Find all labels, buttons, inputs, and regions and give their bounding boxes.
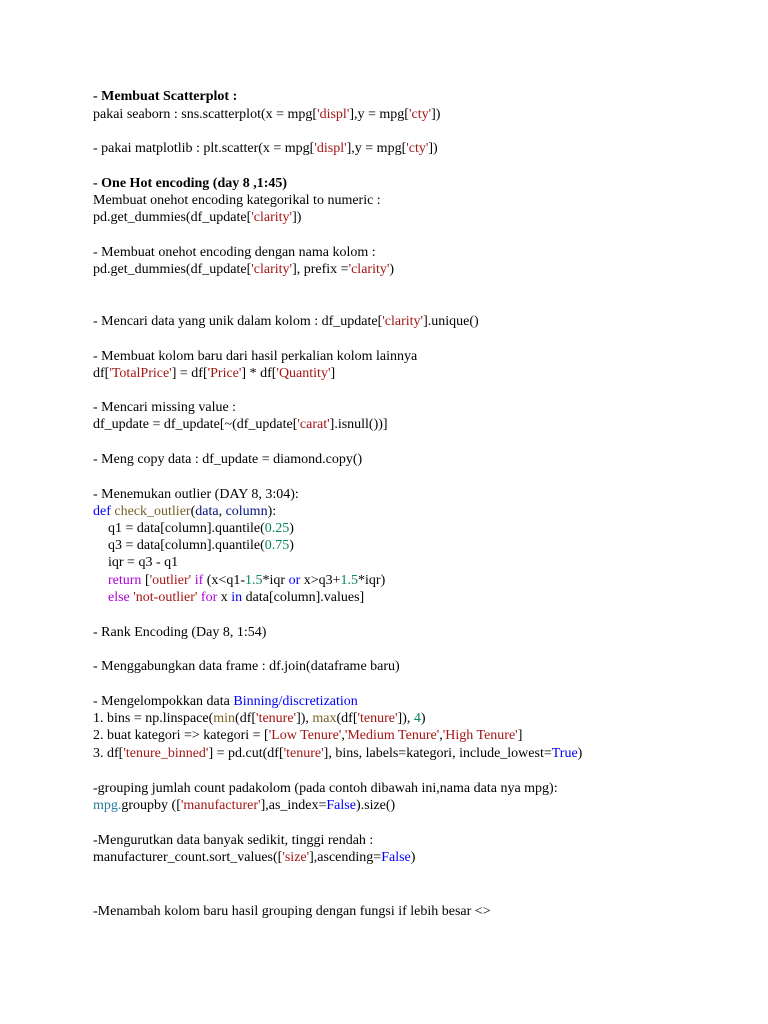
- text-segment: for: [197, 590, 221, 605]
- text-segment: False: [326, 798, 356, 813]
- text-segment: 'Medium Tenure': [344, 728, 440, 743]
- text-segment: -Mengurutkan data banyak sedikit, tinggi rendah :: [93, 833, 374, 848]
- text-segment: ): [389, 262, 395, 277]
- text-segment: 2. buat kategori => kategori = [: [93, 728, 269, 743]
- text-segment: 3. df[: [93, 746, 124, 761]
- text-segment: 'tenure': [357, 711, 398, 726]
- text-segment: x>q3+: [300, 573, 341, 588]
- code-line-else: [108, 589, 364, 606]
- text-line-rank-encoding: [93, 624, 266, 641]
- text-segment: 'clarity': [251, 262, 293, 277]
- text-segment: in: [231, 590, 243, 605]
- text-line-new-column-if: [93, 903, 491, 920]
- text-segment: -Menambah kolom baru hasil grouping dengan fungsi if lebih besar <>: [93, 904, 491, 919]
- text-segment: ],ascending=: [309, 850, 382, 865]
- code-line-seaborn: [93, 106, 440, 123]
- text-segment: 1.5: [340, 573, 359, 588]
- text-segment: ):: [267, 504, 277, 519]
- text-segment: Membuat onehot encoding kategorikal to numeric :: [93, 193, 381, 208]
- text-segment: ]): [431, 107, 441, 122]
- text-segment: 'TotalPrice': [109, 366, 172, 381]
- text-segment: ): [410, 850, 416, 865]
- text-segment: 'cty': [408, 107, 432, 122]
- text-segment: data[column].values]: [242, 590, 365, 605]
- text-segment: 'not-outlier': [133, 590, 198, 605]
- text-segment: ],y = mpg[: [349, 107, 409, 122]
- text-segment: ] * df[: [241, 366, 277, 381]
- text-segment: else: [108, 590, 134, 605]
- code-line-sort-values: [93, 849, 415, 866]
- text-segment: 'Quantity': [276, 366, 331, 381]
- code-line-q1: [108, 520, 294, 537]
- text-segment: 'clarity': [382, 314, 424, 329]
- text-segment: - Membuat Scatterplot :: [93, 89, 238, 104]
- text-segment: -grouping jumlah count padakolom (pada contoh dibawah ini,nama data nya mpg):: [93, 781, 558, 796]
- text-segment: 'tenure': [283, 746, 324, 761]
- text-segment: q1 = data[column].quantile(: [108, 521, 265, 536]
- text-segment: 'High Tenure': [442, 728, 518, 743]
- text-segment: 1. bins = np.linspace(: [93, 711, 214, 726]
- text-segment: 4: [413, 711, 421, 726]
- code-line-bins: [93, 710, 426, 727]
- code-line-kategori: [93, 727, 522, 744]
- code-line-matplotlib: [93, 140, 438, 157]
- code-line-total-price: [93, 365, 335, 382]
- text-segment: 0.25: [264, 521, 290, 536]
- text-segment: - Menemukan outlier (DAY 8, 3:04):: [93, 487, 299, 502]
- text-line-sort: [93, 832, 373, 849]
- text-segment: check_outlier: [114, 504, 191, 519]
- code-line-groupby: [93, 797, 395, 814]
- text-segment: 'tenure': [256, 711, 297, 726]
- text-segment: 'clarity': [251, 210, 293, 225]
- text-segment: ],y = mpg[: [346, 141, 407, 156]
- text-segment: - Mencari missing value :: [93, 400, 237, 415]
- text-segment: *iqr: [262, 573, 289, 588]
- text-segment: (x<q1-: [206, 573, 245, 588]
- text-segment: - pakai matplotlib : plt.scatter(x = mpg[: [93, 141, 315, 156]
- text-segment: ]): [428, 141, 438, 156]
- text-segment: pd.get_dummies(df_update[: [93, 210, 252, 225]
- text-segment: q3 = data[column].quantile(: [108, 538, 265, 553]
- text-segment: ]: [517, 728, 523, 743]
- code-line-iqr: [108, 554, 178, 571]
- text-segment: min: [213, 711, 236, 726]
- text-segment: ].isnull())]: [329, 417, 388, 432]
- text-segment: (df[: [235, 711, 257, 726]
- text-segment: Binning/discretization: [233, 694, 358, 709]
- text-segment: return: [108, 573, 145, 588]
- code-line-get-dummies-prefix: [93, 261, 394, 278]
- text-line-onehot-desc: [93, 192, 381, 209]
- text-segment: groupby ([: [121, 798, 181, 813]
- text-segment: ]): [292, 210, 302, 225]
- text-line-join: [93, 658, 400, 675]
- text-segment: ].unique(): [423, 314, 479, 329]
- text-segment: x: [220, 590, 232, 605]
- text-segment: ): [420, 711, 426, 726]
- text-segment: - Menggabungkan data frame : df.join(dataframe baru): [93, 659, 400, 674]
- text-segment: def: [93, 504, 115, 519]
- text-segment: ]),: [296, 711, 313, 726]
- text-segment: 'Low Tenure': [268, 728, 342, 743]
- text-line-onehot-prefix-desc: [93, 244, 376, 261]
- text-segment: or: [288, 573, 301, 588]
- text-segment: - Membuat onehot encoding dengan nama kolom :: [93, 245, 376, 260]
- text-segment: True: [551, 746, 578, 761]
- text-segment: - Mengelompokkan data: [93, 694, 234, 709]
- text-segment: 'manufacturer': [180, 798, 261, 813]
- code-line-get-dummies: [93, 209, 301, 226]
- text-segment: 'carat': [297, 417, 330, 432]
- text-segment: pd.get_dummies(df_update[: [93, 262, 252, 277]
- text-segment: ]: [330, 366, 336, 381]
- text-segment: 'Price': [207, 366, 242, 381]
- text-segment: ,: [218, 504, 226, 519]
- text-segment: mpg.: [93, 798, 122, 813]
- text-segment: - One Hot encoding (day 8 ,1:45): [93, 176, 288, 191]
- text-segment: - Mencari data yang unik dalam kolom : df_update[: [93, 314, 383, 329]
- text-segment: 'clarity': [348, 262, 390, 277]
- text-segment: *iqr): [358, 573, 386, 588]
- text-segment: column: [225, 504, 268, 519]
- text-segment: ] = pd.cut(df[: [208, 746, 284, 761]
- text-segment: [: [144, 573, 150, 588]
- text-segment: ], bins, labels=kategori, include_lowest=: [323, 746, 552, 761]
- text-segment: manufacturer_count.sort_values([: [93, 850, 283, 865]
- text-segment: ], prefix =: [292, 262, 349, 277]
- text-segment: 'displ': [314, 141, 347, 156]
- text-segment: 'displ': [317, 107, 350, 122]
- text-segment: ],as_index=: [260, 798, 327, 813]
- text-segment: df_update = df_update[~(df_update[: [93, 417, 298, 432]
- text-segment: (df[: [336, 711, 358, 726]
- text-segment: - Rank Encoding (Day 8, 1:54): [93, 625, 267, 640]
- code-line-pd-cut: [93, 745, 582, 762]
- text-segment: if: [191, 573, 207, 588]
- text-segment: max: [312, 711, 337, 726]
- code-line-def-check-outlier: [93, 503, 276, 520]
- text-segment: 'outlier': [149, 573, 192, 588]
- text-segment: df[: [93, 366, 110, 381]
- text-segment: ,: [341, 728, 345, 743]
- text-segment: ): [289, 538, 294, 553]
- text-segment: - Meng copy data : df_update = diamond.copy(): [93, 452, 363, 467]
- text-segment: iqr = q3 - q1: [108, 555, 179, 570]
- text-segment: False: [381, 850, 411, 865]
- text-line-grouping: [93, 780, 558, 797]
- text-line-missing-value: [93, 399, 236, 416]
- text-segment: 'cty': [406, 141, 429, 156]
- text-segment: ): [289, 521, 294, 536]
- text-line-unique: [93, 313, 479, 330]
- text-line-binning: [93, 693, 358, 710]
- text-line-new-column: [93, 348, 417, 365]
- text-line-outlier: [93, 486, 299, 503]
- text-segment: ]),: [397, 711, 414, 726]
- heading-scatterplot: [93, 88, 237, 105]
- text-segment: ).size(): [355, 798, 396, 813]
- text-segment: (: [190, 504, 196, 519]
- text-segment: ,: [439, 728, 443, 743]
- text-line-copy: [93, 451, 362, 468]
- code-line-q3: [108, 537, 294, 554]
- text-segment: 0.75: [264, 538, 290, 553]
- code-line-return: [108, 572, 385, 589]
- text-segment: 'size': [282, 850, 310, 865]
- text-segment: ] = df[: [171, 366, 208, 381]
- heading-one-hot-encoding: [93, 175, 287, 192]
- text-segment: 1.5: [245, 573, 263, 588]
- text-segment: - Membuat kolom baru dari hasil perkalian kolom lainnya: [93, 349, 418, 364]
- text-segment: pakai seaborn : sns.scatterplot(x = mpg[: [93, 107, 318, 122]
- text-segment: data: [195, 504, 219, 519]
- code-line-isnull: [93, 416, 388, 433]
- text-segment: 'tenure_binned': [123, 746, 209, 761]
- text-segment: ): [577, 746, 583, 761]
